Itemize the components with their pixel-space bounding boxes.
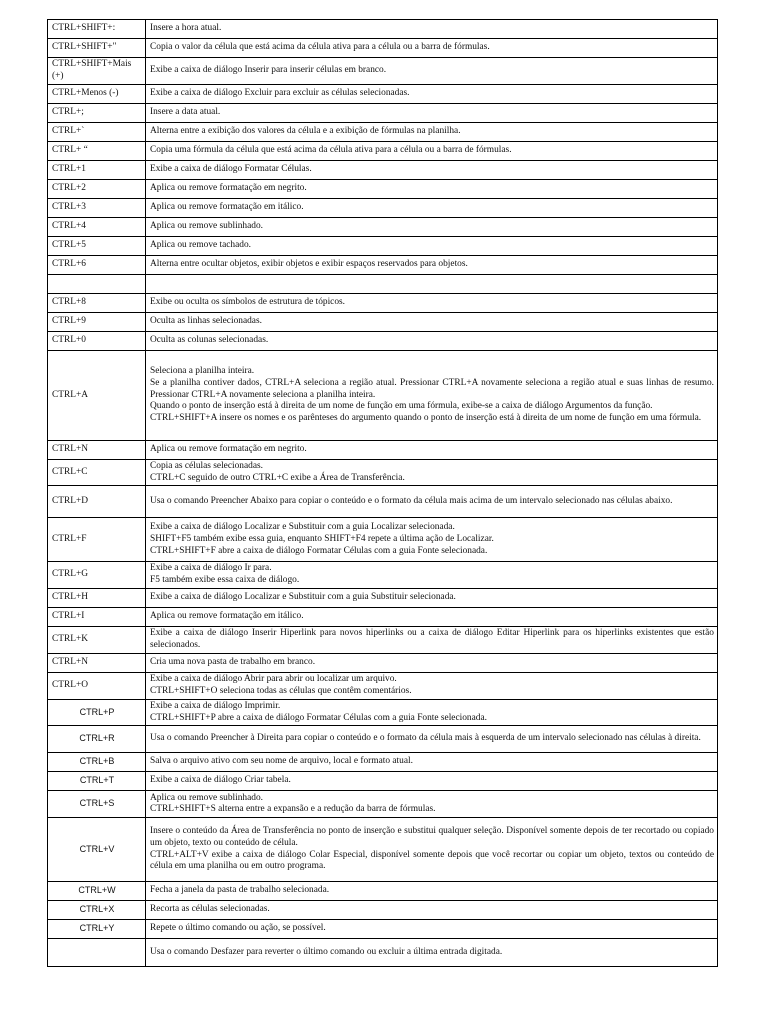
shortcut-row	[48, 607, 718, 626]
shortcut-key-cell: CTRL+4	[48, 218, 146, 237]
shortcut-row	[48, 939, 718, 967]
shortcut-description-cell: Repete o último comando ou ação, se possível.	[146, 920, 718, 939]
shortcut-row	[48, 313, 718, 332]
shortcut-row	[48, 104, 718, 123]
shortcut-description-cell: Usa o comando Desfazer para reverter o último comando ou excluir a última entrada digitada.	[146, 939, 718, 967]
shortcut-description-cell: Exibe ou oculta os símbolos de estrutura de tópicos.	[146, 294, 718, 313]
shortcut-row	[48, 901, 718, 920]
shortcut-row	[48, 791, 718, 818]
shortcut-row	[48, 460, 718, 486]
shortcut-table	[47, 19, 718, 967]
shortcut-key-cell: CTRL+8	[48, 294, 146, 313]
shortcut-table-body	[48, 20, 718, 967]
shortcut-description-cell: Insere a hora atual.	[146, 20, 718, 39]
shortcut-key-cell: CTRL+K	[48, 626, 146, 653]
shortcut-row	[48, 294, 718, 313]
shortcut-row	[48, 699, 718, 725]
shortcut-description-cell	[146, 275, 718, 294]
shortcut-key-cell: CTRL+2	[48, 180, 146, 199]
shortcut-key-cell: CTRL+N	[48, 441, 146, 460]
shortcut-key-cell: CTRL+N	[48, 653, 146, 672]
shortcut-row	[48, 753, 718, 772]
shortcut-row	[48, 726, 718, 753]
shortcut-description-cell: Seleciona a planilha inteira. Se a planilha contiver dados, CTRL+A seleciona a região atual. Pressionar CTRL+A novamente seleciona a região atual e suas linhas de resumo. Pressionar CTRL+A novamente seleciona a planilha inteira. Quando o ponto de inserção está à direita de um nome de função em uma fórmula, exibe-se a caixa de diálogo Argumentos da função. CTRL+SHIFT+A insere os nomes e os parênteses do argumento quando o ponto de inserção está à direita de um nome de função em uma fórmula.	[146, 351, 718, 441]
shortcut-row	[48, 85, 718, 104]
shortcut-description-cell: Exibe a caixa de diálogo Imprimir. CTRL+SHIFT+P abre a caixa de diálogo Formatar Células com a guia Fonte selecionada.	[146, 699, 718, 725]
shortcut-description-cell: Usa o comando Preencher Abaixo para copiar o conteúdo e o formato da célula mais acima de um intervalo selecionado nas células abaixo.	[146, 486, 718, 518]
shortcut-row	[48, 882, 718, 901]
shortcut-key-cell: CTRL+1	[48, 161, 146, 180]
shortcut-description-cell: Aplica ou remove sublinhado.	[146, 218, 718, 237]
shortcut-row	[48, 58, 718, 85]
shortcut-key-cell: CTRL+F	[48, 518, 146, 562]
shortcut-description-cell: Oculta as colunas selecionadas.	[146, 332, 718, 351]
shortcut-key-cell: CTRL+Y	[48, 920, 146, 939]
shortcut-key-cell: CTRL+O	[48, 672, 146, 699]
shortcut-row	[48, 332, 718, 351]
shortcut-description-cell: Aplica ou remove formatação em negrito.	[146, 180, 718, 199]
shortcut-description-cell: Recorta as células selecionadas.	[146, 901, 718, 920]
shortcut-row	[48, 218, 718, 237]
shortcut-key-cell: CTRL+0	[48, 332, 146, 351]
shortcut-key-cell: CTRL+SHIFT+"	[48, 39, 146, 58]
shortcut-description-cell: Usa o comando Preencher à Direita para copiar o conteúdo e o formato da célula mais à esquerda de um intervalo selecionado nas células à direita.	[146, 726, 718, 753]
shortcut-key-cell: CTRL+S	[48, 791, 146, 818]
shortcut-row	[48, 39, 718, 58]
shortcut-description-cell: Copia uma fórmula da célula que está acima da célula ativa para a célula ou a barra de fórmulas.	[146, 142, 718, 161]
shortcut-key-cell: CTRL+9	[48, 313, 146, 332]
shortcut-description-cell: Exibe a caixa de diálogo Excluir para excluir as células selecionadas.	[146, 85, 718, 104]
shortcut-description-cell: Exibe a caixa de diálogo Criar tabela.	[146, 772, 718, 791]
shortcut-description-cell: Salva o arquivo ativo com seu nome de arquivo, local e formato atual.	[146, 753, 718, 772]
shortcut-description-cell: Copia as células selecionadas. CTRL+C seguido de outro CTRL+C exibe a Área de Transferência.	[146, 460, 718, 486]
shortcut-row	[48, 818, 718, 882]
shortcut-key-cell: CTRL+;	[48, 104, 146, 123]
shortcut-description-cell: Alterna entre ocultar objetos, exibir objetos e exibir espaços reservados para objetos.	[146, 256, 718, 275]
shortcut-row	[48, 20, 718, 39]
shortcut-row	[48, 772, 718, 791]
shortcut-key-cell: CTRL+ “	[48, 142, 146, 161]
shortcut-key-cell	[48, 275, 146, 294]
shortcut-description-cell: Aplica ou remove sublinhado. CTRL+SHIFT+S alterna entre a expansão e a redução da barra de fórmulas.	[146, 791, 718, 818]
shortcut-key-cell: CTRL+P	[48, 699, 146, 725]
shortcut-description-cell: Exibe a caixa de diálogo Inserir Hiperlink para novos hiperlinks ou a caixa de diálogo Editar Hiperlink para os hiperlinks existentes que estão selecionados.	[146, 626, 718, 653]
shortcut-description-cell: Aplica ou remove formatação em negrito.	[146, 441, 718, 460]
shortcut-key-cell	[48, 939, 146, 967]
shortcut-key-cell: CTRL+6	[48, 256, 146, 275]
shortcut-key-cell: CTRL+5	[48, 237, 146, 256]
shortcut-description-cell: Insere a data atual.	[146, 104, 718, 123]
shortcut-row	[48, 123, 718, 142]
shortcut-description-cell: Alterna entre a exibição dos valores da célula e a exibição de fórmulas na planilha.	[146, 123, 718, 142]
shortcut-key-cell: CTRL+`	[48, 123, 146, 142]
shortcut-row	[48, 142, 718, 161]
shortcut-row	[48, 626, 718, 653]
shortcut-row	[48, 256, 718, 275]
shortcut-description-cell: Fecha a janela da pasta de trabalho selecionada.	[146, 882, 718, 901]
shortcut-key-cell: CTRL+G	[48, 562, 146, 588]
shortcut-key-cell: CTRL+C	[48, 460, 146, 486]
shortcut-key-cell: CTRL+3	[48, 199, 146, 218]
shortcut-row	[48, 275, 718, 294]
shortcut-description-cell: Aplica ou remove formatação em itálico.	[146, 607, 718, 626]
shortcut-description-cell: Aplica ou remove tachado.	[146, 237, 718, 256]
shortcut-description-cell: Exibe a caixa de diálogo Abrir para abrir ou localizar um arquivo. CTRL+SHIFT+O seleciona todas as células que contêm comentários.	[146, 672, 718, 699]
shortcut-row	[48, 653, 718, 672]
shortcut-description-cell: Aplica ou remove formatação em itálico.	[146, 199, 718, 218]
shortcut-key-cell: CTRL+A	[48, 351, 146, 441]
shortcut-table-page	[47, 19, 719, 1024]
shortcut-row	[48, 518, 718, 562]
shortcut-key-cell: CTRL+W	[48, 882, 146, 901]
shortcut-key-cell: CTRL+X	[48, 901, 146, 920]
shortcut-key-cell: CTRL+I	[48, 607, 146, 626]
shortcut-description-cell: Exibe a caixa de diálogo Localizar e Substituir com a guia Substituir selecionada.	[146, 588, 718, 607]
shortcut-key-cell: CTRL+H	[48, 588, 146, 607]
shortcut-row	[48, 562, 718, 588]
shortcut-row	[48, 672, 718, 699]
shortcut-description-cell: Exibe a caixa de diálogo Ir para. F5 também exibe essa caixa de diálogo.	[146, 562, 718, 588]
shortcut-key-cell: CTRL+Menos (-)	[48, 85, 146, 104]
shortcut-row	[48, 199, 718, 218]
shortcut-key-cell: CTRL+V	[48, 818, 146, 882]
shortcut-key-cell: CTRL+SHIFT+Mais (+)	[48, 58, 146, 85]
shortcut-row	[48, 180, 718, 199]
shortcut-description-cell: Oculta as linhas selecionadas.	[146, 313, 718, 332]
shortcut-row	[48, 351, 718, 441]
shortcut-row	[48, 588, 718, 607]
shortcut-description-cell: Cria uma nova pasta de trabalho em branco.	[146, 653, 718, 672]
shortcut-key-cell: CTRL+SHIFT+:	[48, 20, 146, 39]
shortcut-description-cell: Exibe a caixa de diálogo Localizar e Substituir com a guia Localizar selecionada. SHIFT+F5 também exibe essa guia, enquanto SHIFT+F4 repete a última ação de Localizar. CTRL+SHIFT+F abre a caixa de diálogo Formatar Células com a guia Fonte selecionada.	[146, 518, 718, 562]
shortcut-key-cell: CTRL+D	[48, 486, 146, 518]
shortcut-key-cell: CTRL+T	[48, 772, 146, 791]
shortcut-description-cell: Insere o conteúdo da Área de Transferência no ponto de inserção e substitui qualquer seleção. Disponível somente depois de ter recortado ou copiado um objeto, texto ou conteúdo de célula. CTRL+ALT+V exibe a caixa de diálogo Colar Especial, disponível somente depois que você recortar ou copiar um objeto, textos ou conteúdo de célula em uma planilha ou em outro programa.	[146, 818, 718, 882]
shortcut-row	[48, 920, 718, 939]
shortcut-description-cell: Copia o valor da célula que está acima da célula ativa para a célula ou a barra de fórmulas.	[146, 39, 718, 58]
shortcut-row	[48, 237, 718, 256]
shortcut-row	[48, 486, 718, 518]
shortcut-row	[48, 161, 718, 180]
shortcut-key-cell: CTRL+R	[48, 726, 146, 753]
shortcut-description-cell: Exibe a caixa de diálogo Inserir para inserir células em branco.	[146, 58, 718, 85]
shortcut-row	[48, 441, 718, 460]
shortcut-description-cell: Exibe a caixa de diálogo Formatar Células.	[146, 161, 718, 180]
shortcut-key-cell: CTRL+B	[48, 753, 146, 772]
